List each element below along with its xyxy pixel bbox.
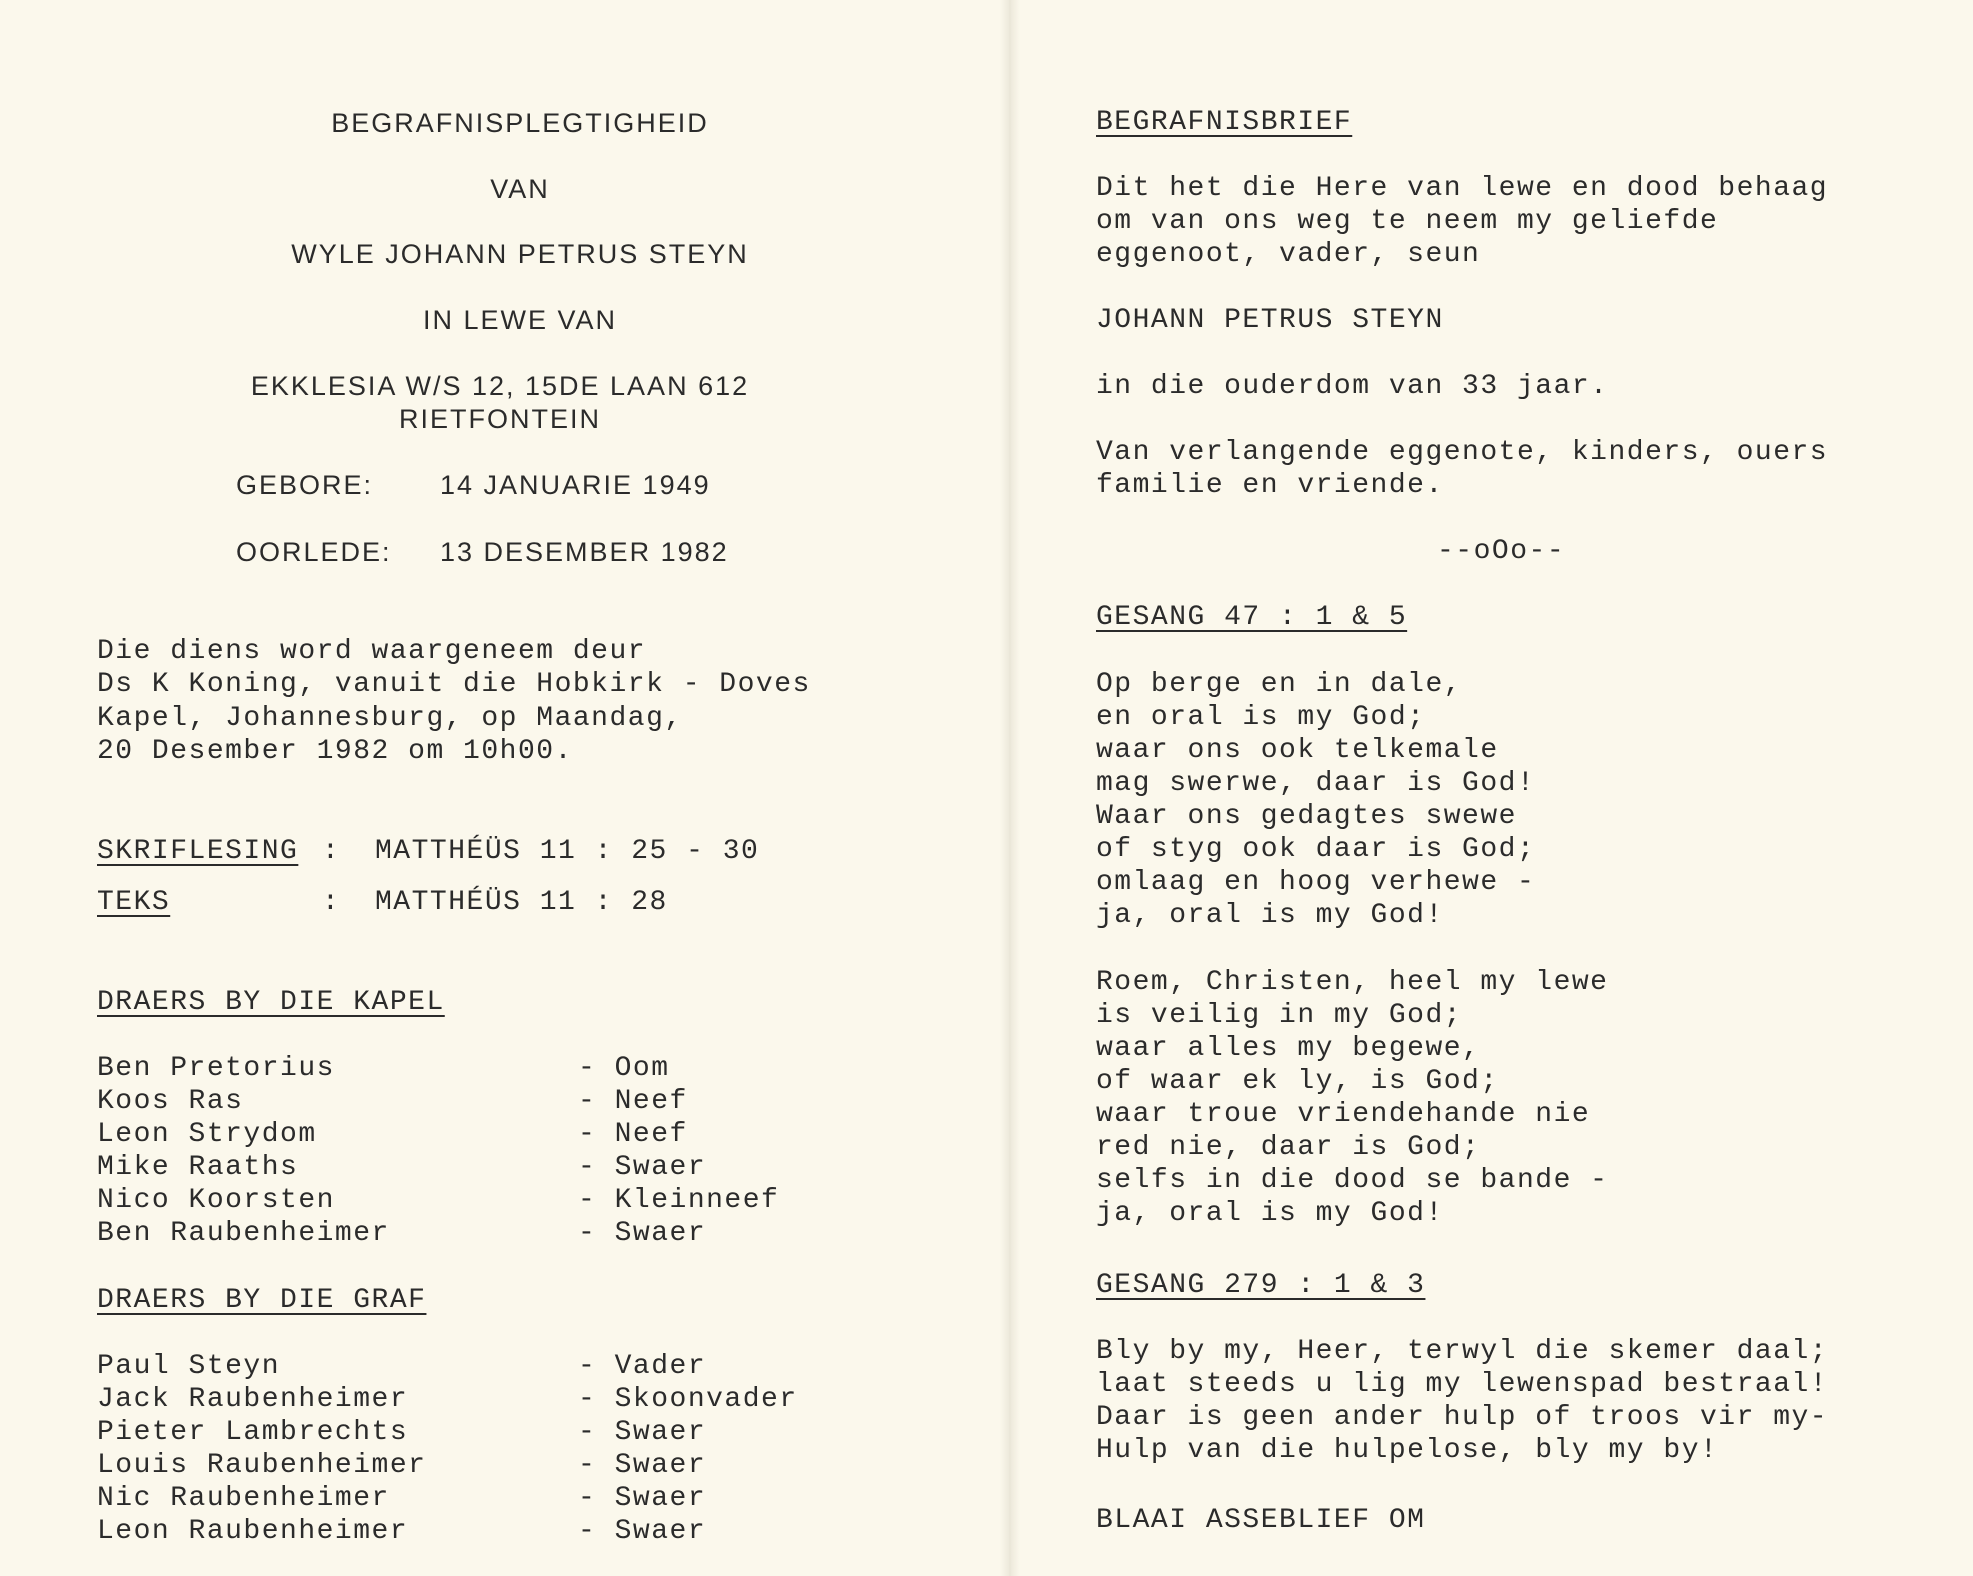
- hymn-line: mag swerwe, daar is God!: [1096, 768, 1536, 799]
- hymn-line: selfs in die dood se bande -: [1096, 1165, 1609, 1196]
- hymn-line: ja, oral is my God!: [1096, 1198, 1444, 1229]
- hymn-line: of waar ek ly, is God;: [1096, 1066, 1499, 1097]
- deceased-name: WYLE JOHANN PETRUS STEYN: [291, 239, 749, 269]
- hymn-line: waar ons ook telkemale: [1096, 735, 1499, 766]
- bearer-name: Paul Steyn: [97, 1351, 281, 1382]
- brief-family: familie en vriende.: [1096, 470, 1444, 501]
- bearer-relation: - Neef: [578, 1086, 688, 1117]
- teks-colon: :: [322, 887, 341, 918]
- hymn-line: of styg ook daar is God;: [1096, 834, 1536, 865]
- hymn-line: waar troue vriendehande nie: [1096, 1099, 1591, 1130]
- bearer-relation: - Neef: [578, 1119, 688, 1150]
- bearer-relation: - Swaer: [578, 1483, 707, 1514]
- in-lewe-van: IN LEWE VAN: [422, 305, 618, 335]
- brief-line: eggenoot, vader, seun: [1096, 239, 1481, 270]
- program-title: BEGRAFNISPLEGTIGHEID: [331, 108, 709, 138]
- bearer-relation: - Swaer: [578, 1417, 707, 1448]
- bearer-name: Leon Raubenheimer: [97, 1516, 409, 1547]
- bearer-relation: - Oom: [578, 1053, 670, 1084]
- oorlede-label: OORLEDE:: [236, 537, 392, 567]
- brief-age: in die ouderdom van 33 jaar.: [1096, 371, 1609, 402]
- hymn-line: Waar ons gedagtes swewe: [1096, 801, 1517, 832]
- oorlede-value: 13 DESEMBER 1982: [440, 537, 729, 567]
- gebore-label: GEBORE:: [236, 470, 374, 500]
- bearer-name: Leon Strydom: [97, 1119, 317, 1150]
- gebore-value: 14 JANUARIE 1949: [440, 470, 711, 500]
- hymn-line: Hulp van die hulpelose, bly my by!: [1096, 1435, 1719, 1466]
- brief-heading: BEGRAFNISBRIEF: [1096, 107, 1353, 138]
- skriflesing-value: MATTHÉÜS 11 : 25 - 30: [375, 836, 760, 867]
- brief-line: om van ons weg te neem my geliefde: [1096, 206, 1719, 237]
- bearer-relation: - Swaer: [578, 1218, 707, 1249]
- bearer-name: Jack Raubenheimer: [97, 1384, 409, 1415]
- skriflesing-colon: :: [322, 836, 341, 867]
- hymn-line: is veilig in my God;: [1096, 1000, 1463, 1031]
- service-line: Die diens word waargeneem deur: [97, 636, 647, 667]
- bearer-name: Ben Pretorius: [97, 1053, 335, 1084]
- hymn-line: Daar is geen ander hulp of troos vir my-: [1096, 1402, 1829, 1433]
- brief-line: Dit het die Here van lewe en dood behaag: [1096, 173, 1829, 204]
- hymn-line: omlaag en hoog verhewe -: [1096, 867, 1536, 898]
- bearer-name: Mike Raaths: [97, 1152, 299, 1183]
- hymn-line: laat steeds u lig my lewenspad bestraal!: [1096, 1369, 1829, 1400]
- skriflesing-label: SKRIFLESING: [97, 836, 299, 867]
- gesang-279-heading: GESANG 279 : 1 & 3: [1096, 1270, 1426, 1301]
- title-van: VAN: [490, 174, 550, 204]
- address-town: RIETFONTEIN: [399, 404, 601, 434]
- hymn-line: ja, oral is my God!: [1096, 900, 1444, 931]
- hymn-line: Op berge en in dale,: [1096, 669, 1463, 700]
- kapel-bearers-heading: DRAERS BY DIE KAPEL: [97, 987, 445, 1018]
- service-line: Kapel, Johannesburg, op Maandag,: [97, 703, 683, 734]
- bearer-name: Ben Raubenheimer: [97, 1218, 390, 1249]
- page-fold: [1000, 0, 1020, 1576]
- bearer-relation: - Swaer: [578, 1516, 707, 1547]
- hymn-line: Roem, Christen, heel my lewe: [1096, 967, 1609, 998]
- bearer-name: Nic Raubenheimer: [97, 1483, 390, 1514]
- bearer-name: Pieter Lambrechts: [97, 1417, 409, 1448]
- brief-family: Van verlangende eggenote, kinders, ouers: [1096, 437, 1829, 468]
- service-line: Ds K Koning, vanuit die Hobkirk - Doves: [97, 669, 811, 700]
- bearer-relation: - Vader: [578, 1351, 707, 1382]
- service-line: 20 Desember 1982 om 10h00.: [97, 736, 573, 767]
- bearer-relation: - Swaer: [578, 1152, 707, 1183]
- hymn-line: waar alles my begewe,: [1096, 1033, 1481, 1064]
- bearer-relation: - Skoonvader: [578, 1384, 798, 1415]
- graf-bearers-heading: DRAERS BY DIE GRAF: [97, 1285, 427, 1316]
- gesang-47-heading: GESANG 47 : 1 & 5: [1096, 602, 1408, 633]
- bearer-name: Louis Raubenheimer: [97, 1450, 427, 1481]
- hymn-line: en oral is my God;: [1096, 702, 1426, 733]
- hymn-line: red nie, daar is God;: [1096, 1132, 1481, 1163]
- hymn-line: Bly by my, Heer, terwyl die skemer daal;: [1096, 1336, 1829, 1367]
- teks-label: TEKS: [97, 887, 171, 918]
- bearer-relation: - Swaer: [578, 1450, 707, 1481]
- bearer-name: Nico Koorsten: [97, 1185, 335, 1216]
- brief-name: JOHANN PETRUS STEYN: [1096, 305, 1444, 336]
- separator: --oOo--: [1437, 536, 1566, 567]
- address-line: EKKLESIA W/S 12, 15DE LAAN 612: [250, 371, 750, 401]
- teks-value: MATTHÉÜS 11 : 28: [375, 887, 668, 918]
- bearer-name: Koos Ras: [97, 1086, 244, 1117]
- bearer-relation: - Kleinneef: [578, 1185, 780, 1216]
- turn-page-footer: BLAAI ASSEBLIEF OM: [1096, 1505, 1426, 1536]
